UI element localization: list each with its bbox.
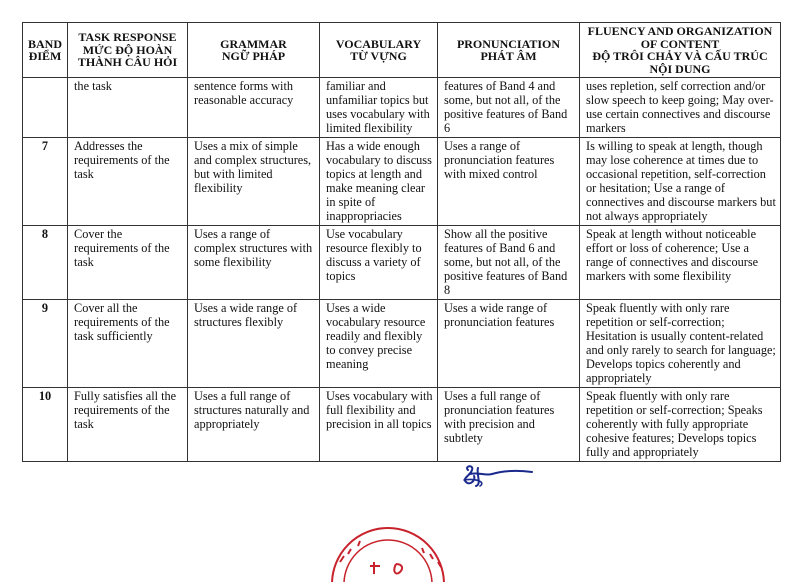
pronunciation-cell: Uses a full range of pronunciation features with precision and subtlety xyxy=(438,388,580,462)
fluency-cell: Is willing to speak at length, though may lose coherence at times due to occasional repetition, self-correction or hesitation; Use a range of connectives and discourse markers but not always appropriately xyxy=(580,138,781,226)
header-band: BAND ĐIỂM xyxy=(23,23,68,78)
table-row xyxy=(23,388,781,462)
band-cell: 7 xyxy=(23,138,68,226)
signature-image xyxy=(456,456,536,496)
vocabulary-cell: familiar and unfamiliar topics but uses vocabulary with limited flexibility xyxy=(320,78,438,138)
grammar-cell: Uses a range of complex structures with some flexibility xyxy=(188,226,320,300)
task-response-cell: Cover all the requirements of the task sufficiently xyxy=(68,300,188,388)
table-row xyxy=(23,300,781,388)
task-response-cell: Cover the requirements of the task xyxy=(68,226,188,300)
header-grammar: GRAMMAR NGỮ PHÁP xyxy=(188,23,320,78)
band-cell: 8 xyxy=(23,226,68,300)
table-row xyxy=(23,138,781,226)
pronunciation-cell: Show all the positive features of Band 6 and some, but not all, of the positive features of Band 8 xyxy=(438,226,580,300)
pronunciation-cell: features of Band 4 and some, but not all, of the positive features of Band 6 xyxy=(438,78,580,138)
table-row xyxy=(23,78,781,138)
vocabulary-cell: Use vocabulary resource flexibly to discuss a variety of topics xyxy=(320,226,438,300)
band-descriptor-table xyxy=(22,22,781,462)
vocabulary-cell: Uses vocabulary with full flexibility and precision in all topics xyxy=(320,388,438,462)
grammar-cell: Uses a mix of simple and complex structures, but with limited flexibility xyxy=(188,138,320,226)
header-fluency: FLUENCY AND ORGANIZATION OF CONTENT ĐỘ TRÔI CHẢY VÀ CẤU TRÚC NỘI DUNG xyxy=(580,23,781,78)
band-cell: 10 xyxy=(23,388,68,462)
header-pronunciation: PRONUNCIATION PHÁT ÂM xyxy=(438,23,580,78)
band-cell: 9 xyxy=(23,300,68,388)
task-response-cell: Fully satisfies all the requirements of the task xyxy=(68,388,188,462)
grammar-cell: sentence forms with reasonable accuracy xyxy=(188,78,320,138)
vocabulary-cell: Uses a wide vocabulary resource readily and flexibly to convey precise meaning xyxy=(320,300,438,388)
header-task-response: TASK RESPONSE MỨC ĐỘ HOÀN THÀNH CÂU HỎI xyxy=(68,23,188,78)
fluency-cell: Speak fluently with only rare repetition or self-correction; Hesitation is usually content-related and only rarely to search for language; Develops topics coherently and appropriately xyxy=(580,300,781,388)
header-vocabulary: VOCABULARY TỪ VỰNG xyxy=(320,23,438,78)
fluency-cell: uses repletion, self correction and/or slow speech to keep going; May over-use certain connectives and discourse markers xyxy=(580,78,781,138)
official-stamp-image xyxy=(318,522,458,582)
band-cell xyxy=(23,78,68,138)
grammar-cell: Uses a wide range of structures flexibly xyxy=(188,300,320,388)
grammar-cell: Uses a full range of structures naturally and appropriately xyxy=(188,388,320,462)
pronunciation-cell: Uses a wide range of pronunciation features xyxy=(438,300,580,388)
table-row xyxy=(23,226,781,300)
table-header-row xyxy=(23,23,781,78)
vocabulary-cell: Has a wide enough vocabulary to discuss topics at length and make meaning clear in spite of inappropriacies xyxy=(320,138,438,226)
fluency-cell: Speak at length without noticeable effort or loss of coherence; Use a range of connectives and discourse markers with some flexibility xyxy=(580,226,781,300)
task-response-cell: the task xyxy=(68,78,188,138)
task-response-cell: Addresses the requirements of the task xyxy=(68,138,188,226)
fluency-cell: Speak fluently with only rare repetition or self-correction; Speaks coherently with fully appropriate cohesive features; Develops topics fully and appropriately xyxy=(580,388,781,462)
pronunciation-cell: Uses a range of pronunciation features with mixed control xyxy=(438,138,580,226)
